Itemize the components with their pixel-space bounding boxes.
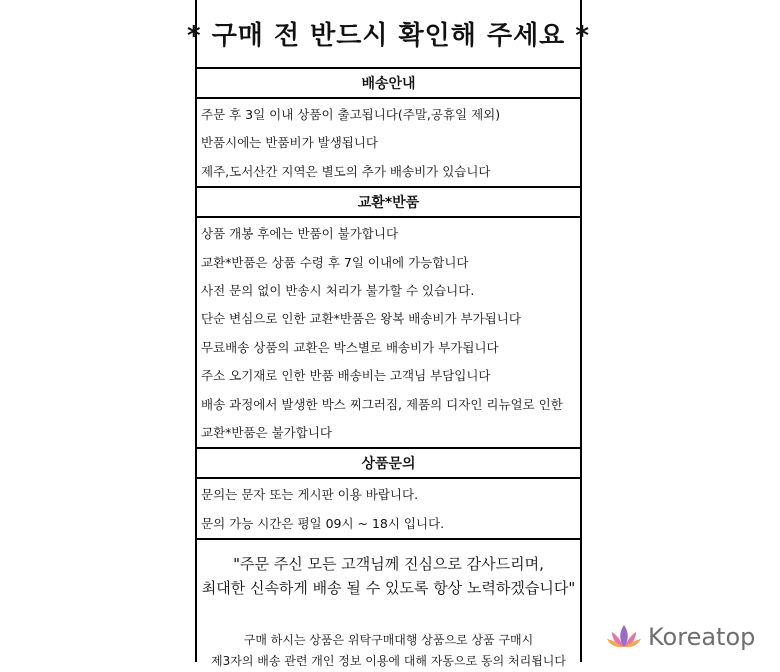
info-line: 배송 과정에서 발생한 박스 찌그러짐, 제품의 디자인 리뉴얼로 인한	[201, 396, 563, 412]
info-line: 교환*반품은 불가합니다	[201, 424, 332, 440]
lotus-icon	[606, 622, 642, 652]
consent-notice	[197, 630, 580, 672]
info-line: 문의 가능 시간은 평일 09시 ~ 18시 입니다.	[201, 515, 445, 531]
section-body-shipping	[197, 99, 580, 188]
notice-line: 제3자의 배송 관련 개인 정보 이용에 대해 자동으로 동의 처리됩니다	[211, 654, 566, 669]
section-header-inquiry: 상품문의	[197, 449, 580, 479]
brand-name: Koreatop	[648, 623, 756, 651]
info-line: 반품시에는 반품비가 발생됩니다	[201, 135, 378, 151]
info-line: 주소 오기재로 인한 반품 배송비는 고객님 부담입니다	[201, 368, 491, 384]
info-line: 상품 개봉 후에는 반품이 불가합니다	[201, 226, 399, 242]
closing-message	[197, 540, 580, 672]
info-line: 문의는 문자 또는 게시판 이용 바랍니다.	[201, 487, 419, 503]
section-body-exchange-return	[197, 218, 580, 449]
info-line: 제주,도서산간 지역은 별도의 추가 배송비가 있습니다	[201, 163, 491, 179]
closing-line: 최대한 신속하게 배송 될 수 있도록 항상 노력하겠습니다"	[201, 579, 576, 598]
section-header-shipping: 배송안내	[197, 69, 580, 99]
info-line: 단순 변심으로 인한 교환*반품은 왕복 배송비가 부가됩니다	[201, 311, 521, 327]
brand-watermark	[606, 620, 755, 654]
section-header-exchange-return: 교환*반품	[197, 188, 580, 218]
section-body-inquiry	[197, 479, 580, 540]
notice-line: 구매 하시는 상품은 위탁구매대행 상품으로 상품 구매시	[243, 633, 534, 648]
info-line: 교환*반품은 상품 수령 후 7일 이내에 가능합니다	[201, 254, 469, 270]
info-line: 사전 문의 없이 반송시 처리가 불가할 수 있습니다.	[201, 282, 475, 298]
info-line: 무료배송 상품의 교환은 박스별로 배송비가 부가됩니다	[201, 339, 499, 355]
info-line: 주문 후 3일 이내 상품이 출고됩니다(주말,공휴일 제외)	[201, 107, 501, 122]
closing-line: "주문 주신 모든 고객님께 진심으로 감사드리며,	[233, 555, 544, 574]
page-title: * 구매 전 반드시 확인해 주세요 *	[197, 0, 580, 69]
notice-sheet	[187, 0, 590, 669]
